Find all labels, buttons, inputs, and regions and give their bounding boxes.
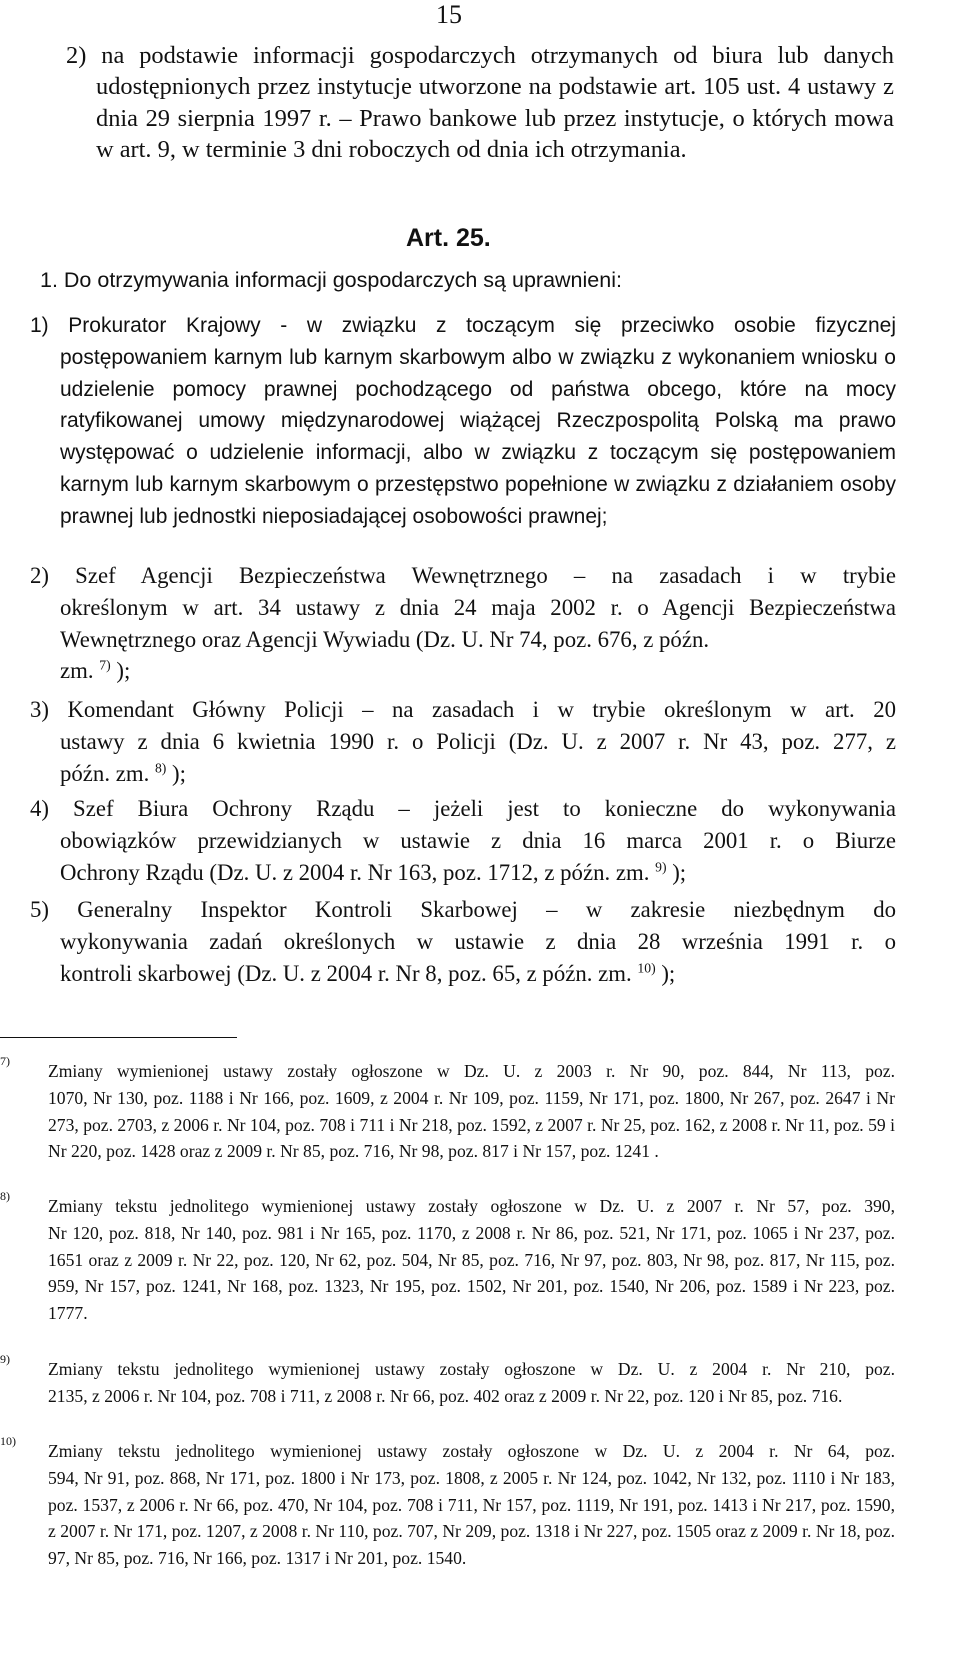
item-last-line: późn. zm. <box>60 760 150 786</box>
top-paragraph <box>66 40 894 165</box>
list-item <box>30 310 896 533</box>
footnote-marker: 9) <box>0 1352 10 1366</box>
footnote-marker: 8) <box>0 1189 10 1203</box>
item-first-line: 2) Szef Agencji Bezpieczeństwa Wewnętrznego – na zasadach i w trybie <box>30 563 896 588</box>
list-item <box>30 793 896 888</box>
footnote-continuation: 1070, Nr 130, poz. 1188 i Nr 166, poz. 1609, z 2004 r. Nr 109, poz. 1159, Nr 171, poz. 1800, Nr 267, poz. 2647 i Nr 273, poz. 2703, z 2006 r. Nr 104, poz. 708 i 711 i Nr 218, poz. 1592, z 2007 r. Nr 25, poz. 162, z 2008 r. Nr 11, poz. 59 i Nr 220, poz. 1428 oraz z 2009 r. Nr 85, poz. 716, Nr 98, poz. 817 i Nr 157, poz. 1241 . <box>48 1087 895 1162</box>
footnote-first-line: Zmiany wymienionej ustawy zostały ogłoszone w Dz. U. z 2003 r. Nr 90, poz. 844, Nr 113, poz. <box>48 1061 895 1081</box>
article-intro: 1. Do otrzymywania informacji gospodarczych są uprawnieni: <box>40 268 622 292</box>
item-tail: ); <box>666 859 687 885</box>
footnote-first-line: Zmiany tekstu jednolitego wymienionej ustawy zostały ogłoszone w Dz. U. z 2004 r. Nr 210, poz. <box>48 1359 895 1379</box>
paragraph-continuation: udostępnionych przez instytucje utworzone na podstawie art. 105 ust. 4 ustawy z dnia 29 sierpnia 1997 r. – Prawo bankowe lub przez instytucje, o których mowa w art. 9, w terminie 3 dni roboczych od dnia ich otrzymania. <box>96 73 894 163</box>
item-tail: ); <box>110 658 131 684</box>
footnote-reference[interactable]: 10) <box>637 960 656 975</box>
footnote-first-line: Zmiany tekstu jednolitego wymienionej ustawy zostały ogłoszone w Dz. U. z 2007 r. Nr 57, poz. 390, <box>48 1196 895 1216</box>
article-heading: Art. 25. <box>406 224 491 252</box>
item-continuation: określonym w art. 34 ustawy z dnia 24 maja 2002 r. o Agencji Bezpieczeństwa Wewnętrznego oraz Agencji Wywiadu (Dz. U. Nr 74, poz. 676, z późn. <box>60 594 896 652</box>
list-item <box>30 694 896 789</box>
item-continuation: obowiązków przewidzianych w ustawie z dnia 16 marca 2001 r. o Biurze <box>60 827 896 853</box>
footnote <box>0 1189 895 1327</box>
footnote-separator <box>0 1037 237 1038</box>
item-continuation: wykonywania zadań określonych w ustawie z dnia 28 września 1991 r. o <box>60 928 896 954</box>
footnote-reference[interactable]: 8) <box>154 760 167 775</box>
footnote-continuation: 2135, z 2006 r. Nr 104, poz. 708 i 711, z 2008 r. Nr 66, poz. 402 oraz z 2009 r. Nr 22, poz. 120 i Nr 85, poz. 716. <box>48 1385 843 1406</box>
footnote <box>0 1434 895 1572</box>
list-item <box>30 560 896 687</box>
footnote-marker: 7) <box>0 1054 10 1068</box>
item-first-line: 3) Komendant Główny Policji – na zasadach i w trybie określonym w art. 20 <box>30 697 896 722</box>
footnote-marker: 10) <box>0 1434 16 1448</box>
footnote-reference[interactable]: 9) <box>655 859 667 874</box>
footnote-first-line: Zmiany tekstu jednolitego wymienionej ustawy zostały ogłoszone w Dz. U. z 2004 r. Nr 64, poz. <box>48 1441 895 1461</box>
item-tail: ); <box>655 960 676 986</box>
item-first-line: 5) Generalny Inspektor Kontroli Skarbowej – w zakresie niezbędnym do <box>30 897 896 922</box>
page-number: 15 <box>436 0 462 29</box>
footnote <box>0 1054 895 1165</box>
footnote-reference[interactable]: 7) <box>99 657 111 673</box>
list-item <box>30 894 896 989</box>
item-continuation: ustawy z dnia 6 kwietnia 1990 r. o Policji (Dz. U. z 2007 r. Nr 43, poz. 277, z <box>60 728 896 754</box>
footnote <box>0 1352 895 1410</box>
item-tail: ); <box>166 760 186 786</box>
item-first-line: 4) Szef Biura Ochrony Rządu – jeżeli jest to konieczne do wykonywania <box>30 796 896 821</box>
footnote-continuation: Nr 120, poz. 818, Nr 140, poz. 981 i Nr 165, poz. 1170, z 2008 r. Nr 86, poz. 521, Nr 171, poz. 1065 i Nr 237, poz. 1651 oraz z 2009 r. Nr 22, poz. 120, Nr 62, poz. 504, Nr 85, poz. 716, Nr 97, poz. 803, Nr 98, poz. 817, Nr 115, poz. 959, Nr 157, poz. 1241, Nr 168, poz. 1323, Nr 195, poz. 1502, Nr 201, poz. 1540, Nr 206, poz. 1589 i Nr 223, poz. 1777. <box>48 1222 895 1324</box>
footnote-continuation: 594, Nr 91, poz. 868, Nr 171, poz. 1800 i Nr 173, poz. 1808, z 2005 r. Nr 124, poz. 1042, Nr 132, poz. 1110 i Nr 183, poz. 1537, z 2006 r. Nr 66, poz. 470, Nr 104, poz. 708 i 711, Nr 157, poz. 1119, Nr 191, poz. 1413 i Nr 217, poz. 1590, z 2007 r. Nr 171, poz. 1207, z 2008 r. Nr 110, poz. 707, Nr 209, poz. 1318 i Nr 227, poz. 1505 oraz z 2009 r. Nr 18, poz. 97, Nr 85, poz. 716, Nr 166, poz. 1317 i Nr 201, poz. 1540. <box>48 1467 895 1569</box>
item-last-line: kontroli skarbowej (Dz. U. z 2004 r. Nr 8, poz. 65, z późn. zm. <box>60 960 632 986</box>
item-last-line: zm. <box>60 658 94 684</box>
item-last-line: Ochrony Rządu (Dz. U. z 2004 r. Nr 163, poz. 1712, z późn. zm. <box>60 859 650 885</box>
paragraph-first-line: 2) na podstawie informacji gospodarczych otrzymanych od biura lub danych <box>66 42 894 69</box>
item-continuation: postępowaniem karnym lub karnym skarbowym albo w związku z wykonaniem wniosku o udzielenie pomocy prawnej pochodzącego od państwa obcego, które na mocy ratyfikowanej umowy międzynarodowej wiążącej Rzeczpospolitą Polską ma prawo występować o udzielenie informacji, albo w związku z toczącym się postępowaniem karnym lub karnym skarbowym o przestępstwo popełnione w związku z działaniem osoby prawnej lub jednostki nieposiadającej osobowości prawnej; <box>60 345 896 528</box>
item-first-line: 1) Prokurator Krajowy - w związku z toczącym się przeciwko osobie fizycznej <box>30 314 896 337</box>
